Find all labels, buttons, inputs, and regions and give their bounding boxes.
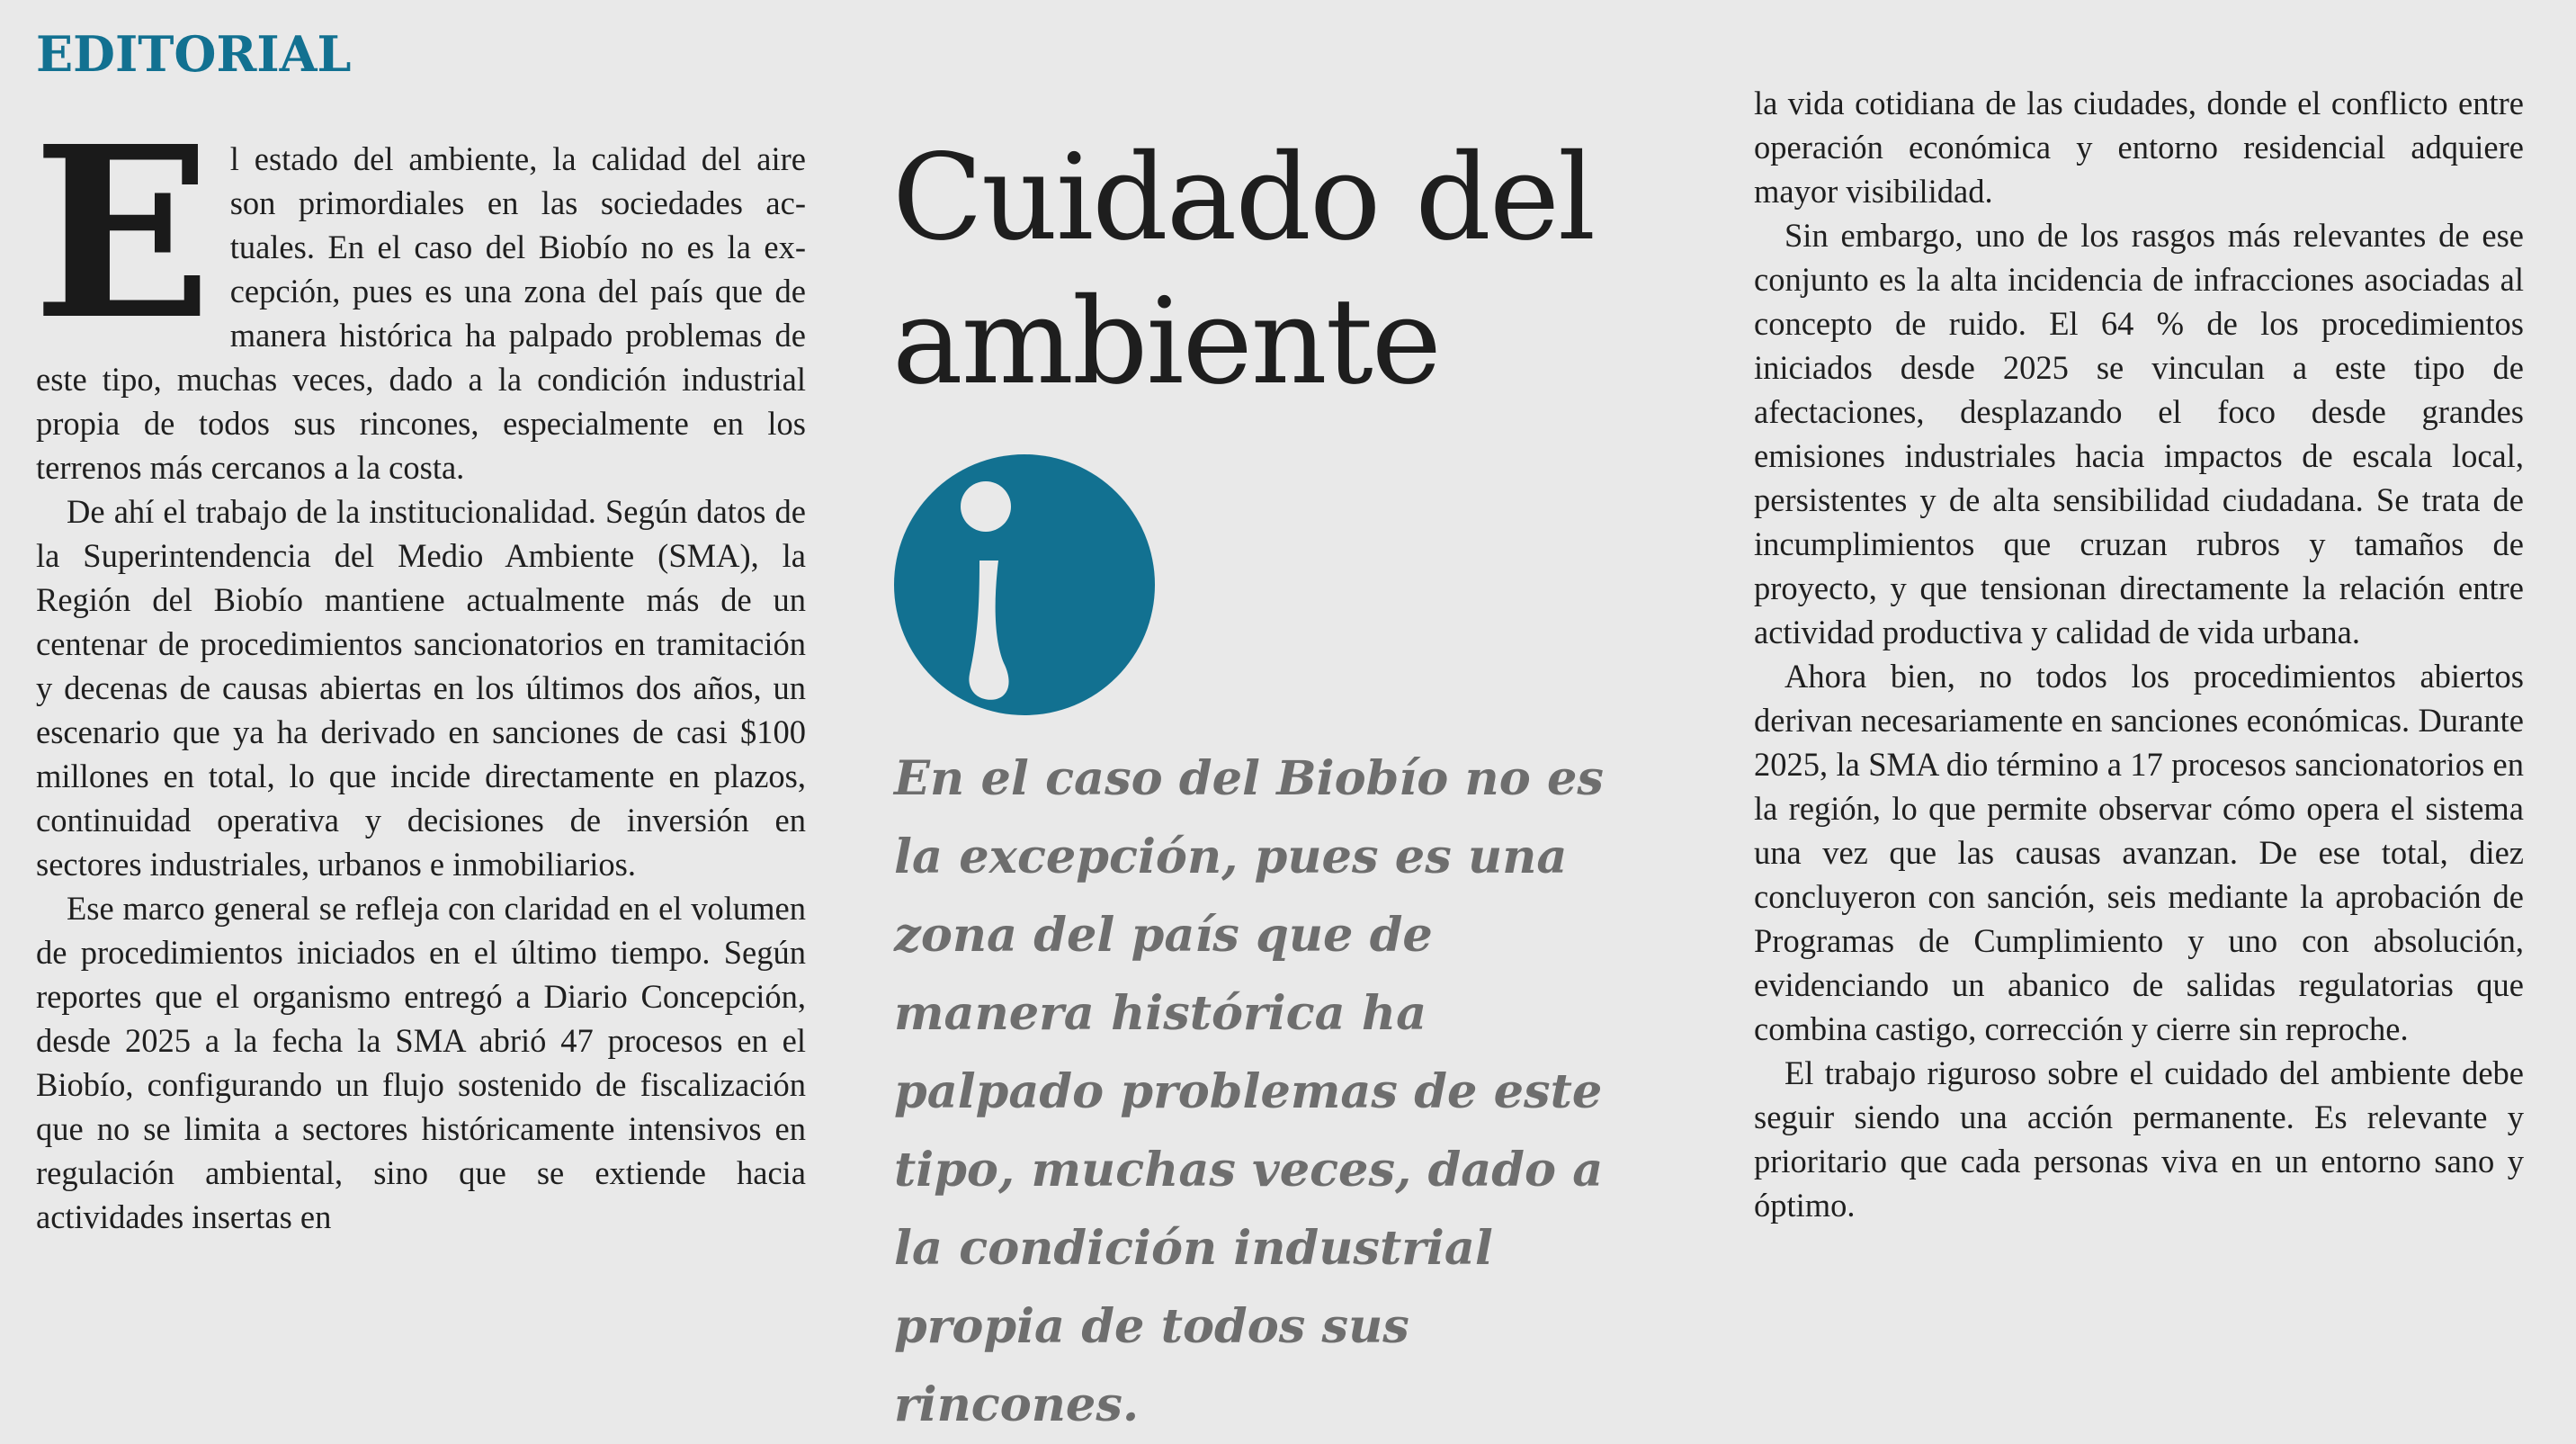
info-icon	[894, 454, 1155, 715]
headline: Cuidado del ambiente	[892, 129, 1595, 411]
article-paragraph: De ahí el trabajo de la institucionalidad. Según datos de la Superintendencia del Medio Ambiente (SMA), la Región del Biobío mantiene actualmente más de un centenar de procedimientos sancionatorios en tramitación y decenas de causas abiertas en los últimos dos años, un escenario que ya ha derivado en sanciones de casi $100 millones en total, lo que incide directamente en plazos, continuidad operativa y decisiones de inversión en sectores industriales, urbanos e inmobiliarios.	[36, 493, 806, 883]
article-column-right	[1754, 81, 2524, 1227]
pull-quote: En el caso del Biobío no es la excepción, pues es una zona del país que de manera histórica ha palpado problemas de este tipo, muchas veces, dado a la condición industrial propia de todos sus rincones.	[894, 751, 1604, 1432]
article-column-left	[32, 94, 806, 1239]
article-paragraph: Sin embargo, uno de los rasgos más relevantes de ese conjunto es la alta incidencia de infracciones asociadas al concepto de ruido. El 64 % de los procedimientos iniciados desde 2025 se vinculan a este tipo de afectaciones, desplazando el foco desde grandes emisiones industriales hacia impactos de escala local, persistentes y de alta sensibilidad ciudadana. Se trata de incumplimientos que cruzan rubros y tamaños de proyecto, y que tensionan directamente la relación entre actividad productiva y calidad de vida urbana.	[1754, 217, 2524, 650]
article-paragraph: El trabajo riguroso sobre el cuidado del ambiente debe seguir siendo una acción permanente. Es relevante y prioritario que cada personas viva en un entorno sano y óptimo.	[1754, 1054, 2524, 1224]
article-paragraph: Ese marco general se refleja con claridad en el volumen de procedimientos iniciados en el último tiempo. Según reportes que el organismo entregó a Diario Concepción, desde 2025 a la fecha la SMA abrió 47 procesos en el Biobío, configurando un flujo sostenido de fiscalización que no se limita a sectores históricamente intensivos en regulación ambiental, sino que se extiende hacia actividades insertas en	[36, 890, 806, 1235]
paragraph-text: l estado del ambiente, la calidad del aire son primordiales en las sociedades actuales. En el caso del Biobío no es la excepción, pues es una zona del país que de manera histórica ha palpado problemas de este tipo, muchas veces, dado a la condición industrial propia de todos sus rincones, especialmente en los terrenos más cercanos a la costa.	[36, 140, 806, 486]
article-paragraph: Ahora bien, no todos los procedimientos abiertos derivan necesariamente en sanciones económicas. Durante 2025, la SMA dio término a 17 procesos sancionatorios en la región, lo que permite observar cómo opera el sistema una vez que las causas avanzan. De ese total, diez concluyeron con sanción, seis mediante la aprobación de Programas de Cumplimiento y uno con absolución, evidenciando un abanico de salidas regulatorias que combina castigo, corrección y cierre sin reproche.	[1754, 658, 2524, 1047]
article-paragraph: la vida cotidiana de las ciudades, donde el conflicto entre operación económica y entorno residencial adquiere mayor visibilidad.	[1754, 85, 2524, 210]
drop-cap: E	[32, 94, 212, 372]
section-label: EDITORIAL	[36, 25, 352, 83]
article-paragraph	[32, 94, 806, 489]
